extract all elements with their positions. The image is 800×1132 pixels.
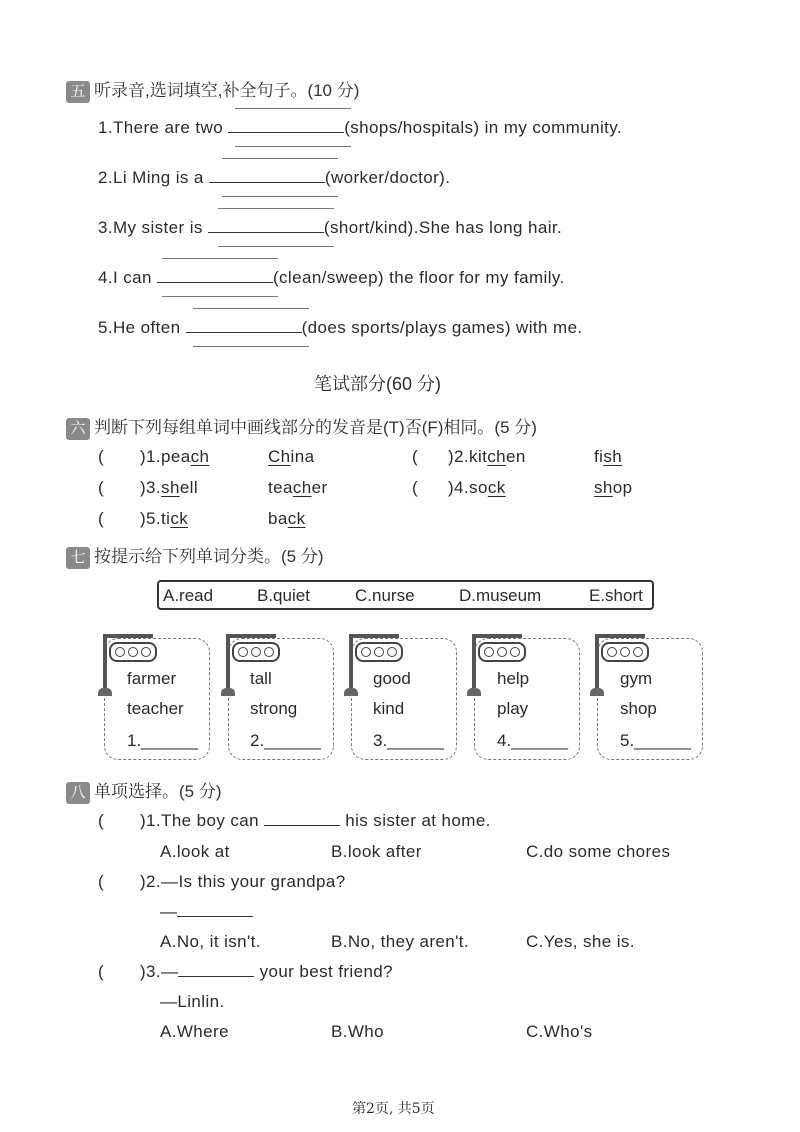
- word-option: E.short: [589, 586, 643, 605]
- fill-blank-4[interactable]: [157, 268, 273, 283]
- item-number: )1.: [140, 447, 162, 466]
- card-answer-blank[interactable]: 5.______: [620, 731, 691, 750]
- fill-item-5-text: 5.He often: [98, 318, 181, 337]
- card-word: good: [373, 669, 411, 688]
- phonics-word: [594, 447, 622, 467]
- question-blank[interactable]: [264, 811, 340, 826]
- guide-line: [222, 196, 338, 197]
- underlined-letters: ck: [287, 509, 306, 528]
- question-text: your best friend?: [259, 962, 394, 981]
- section-5-heading: [66, 76, 359, 103]
- guide-line: [162, 296, 278, 297]
- guide-line: [218, 208, 334, 209]
- mc-option-b: B.No, they aren't.: [331, 932, 470, 951]
- word-part: kit: [469, 447, 488, 466]
- mc-option-c: C.do some chores: [526, 842, 671, 861]
- question-text: his sister at home.: [345, 811, 491, 830]
- card-word: teacher: [127, 699, 184, 718]
- word-part: ell: [179, 478, 199, 497]
- word-option: C.nurse: [355, 586, 415, 605]
- underlined-letters: ck: [487, 478, 506, 497]
- answer-paren[interactable]: (: [98, 811, 104, 830]
- word-part: tea: [268, 478, 293, 497]
- word-options-box: [157, 580, 654, 610]
- card-word: gym: [620, 669, 653, 688]
- card-word: kind: [373, 699, 405, 718]
- fill-item-3: [98, 218, 562, 238]
- card-answer-blank[interactable]: 3.______: [373, 731, 444, 750]
- mc-option-b: B.Who: [331, 1022, 385, 1041]
- phonics-word: [268, 447, 314, 467]
- guide-line: [193, 308, 309, 309]
- guide-line: [218, 246, 334, 247]
- answer-paren[interactable]: (: [98, 872, 104, 891]
- phonics-item-2: [448, 447, 526, 467]
- answer-paren[interactable]: (: [98, 478, 104, 497]
- item-number: )2.: [448, 447, 470, 466]
- fill-blank-2[interactable]: [209, 168, 325, 183]
- underlined-letters: sh: [161, 478, 180, 497]
- section-5-title: 听录音,选词填空,补全句子。(10 分): [94, 81, 360, 100]
- mc-option-c: C.Yes, she is.: [526, 932, 635, 951]
- mc-option-c: C.Who's: [526, 1022, 593, 1041]
- fill-item-2-text: 2.Li Ming is a: [98, 168, 204, 187]
- guide-line: [162, 258, 278, 259]
- question-text: —: [160, 902, 178, 921]
- fill-item-5: [98, 318, 583, 338]
- guide-line: [193, 346, 309, 347]
- section-7-heading: [66, 542, 324, 569]
- question-text: )1.The boy can: [140, 811, 259, 830]
- word-part: so: [469, 478, 488, 497]
- page-number: 第2页, 共5页: [352, 1101, 435, 1117]
- fill-item-2-hint: (worker/doctor).: [324, 168, 451, 187]
- section-6-number: 六: [66, 418, 90, 440]
- question-blank[interactable]: [177, 902, 253, 917]
- mc-option-b: B.look after: [331, 842, 422, 861]
- phonics-item-1: [140, 447, 209, 467]
- underlined-letters: Ch: [268, 447, 291, 466]
- mc-question-3-reply: —Linlin.: [160, 992, 225, 1011]
- word-part: er: [311, 478, 328, 497]
- fill-item-2: [98, 168, 450, 188]
- word-part: ti: [161, 509, 171, 528]
- answer-paren[interactable]: (: [412, 478, 418, 497]
- underlined-letters: ck: [170, 509, 189, 528]
- word-part: ina: [290, 447, 315, 466]
- section-8-heading: [66, 777, 222, 804]
- phonics-word: [268, 509, 306, 529]
- mc-option-a: A.No, it isn't.: [160, 932, 261, 951]
- mc-question-2-reply: [160, 902, 253, 922]
- mc-question-2: )2.—Is this your grandpa?: [140, 872, 346, 891]
- word-option: B.quiet: [257, 586, 310, 605]
- phonics-word: [594, 478, 632, 498]
- card-word: tall: [250, 669, 272, 688]
- word-part: en: [506, 447, 526, 466]
- item-number: )4.: [448, 478, 470, 497]
- card-word: farmer: [127, 669, 177, 688]
- phonics-word: [268, 478, 328, 498]
- fill-item-3-hint: (short/kind).She has long hair.: [323, 218, 563, 237]
- card-answer-blank[interactable]: 2.______: [250, 731, 321, 750]
- fill-item-4-hint: (clean/sweep) the floor for my family.: [272, 268, 565, 287]
- word-option: D.museum: [459, 586, 542, 605]
- mc-question-1: [140, 811, 491, 831]
- word-part: pea: [161, 447, 191, 466]
- phonics-item-4: [448, 478, 506, 498]
- card-word: strong: [250, 699, 298, 718]
- fill-item-1-hint: (shops/hospitals) in my community.: [344, 118, 623, 137]
- answer-paren[interactable]: (: [98, 509, 104, 528]
- guide-line: [235, 146, 351, 147]
- section-7-title: 按提示给下列单词分类。(5 分): [94, 547, 324, 566]
- answer-paren[interactable]: (: [98, 962, 104, 981]
- mc-question-3: [140, 962, 393, 982]
- mc-option-a: A.Where: [160, 1022, 229, 1041]
- card-word: help: [497, 669, 530, 688]
- card-answer-blank[interactable]: 1.______: [127, 731, 198, 750]
- answer-paren[interactable]: (: [98, 447, 104, 466]
- guide-line: [235, 108, 351, 109]
- section-5-number: 五: [66, 81, 90, 103]
- fill-blank-3[interactable]: [208, 218, 324, 233]
- card-answer-blank[interactable]: 4.______: [497, 731, 568, 750]
- phonics-item-3: [140, 478, 198, 498]
- fill-item-3-text: 3.My sister is: [98, 218, 203, 237]
- fill-item-1-text: 1.There are two: [98, 118, 224, 137]
- fill-blank-5[interactable]: [186, 318, 302, 333]
- word-part: ba: [268, 509, 288, 528]
- guide-line: [222, 158, 338, 159]
- word-part: op: [612, 478, 633, 497]
- fill-item-1: [98, 118, 622, 138]
- underlined-letters: ch: [190, 447, 210, 466]
- underlined-letters: sh: [603, 447, 623, 466]
- section-8-title: 单项选择。(5 分): [94, 782, 222, 801]
- item-number: )5.: [140, 509, 162, 528]
- underlined-letters: sh: [594, 478, 613, 497]
- section-6-title: 判断下列每组单词中画线部分的发音是(T)否(F)相同。(5 分): [94, 418, 537, 437]
- mc-option-a: A.look at: [160, 842, 230, 861]
- underlined-letters: ch: [292, 478, 312, 497]
- item-number: )3.: [140, 478, 162, 497]
- section-7-number: 七: [66, 547, 90, 569]
- answer-paren[interactable]: (: [412, 447, 418, 466]
- fill-blank-1[interactable]: [228, 118, 344, 133]
- section-6-heading: [66, 413, 537, 440]
- card-word: shop: [620, 699, 657, 718]
- underlined-letters: ch: [487, 447, 507, 466]
- fill-item-5-hint: (does sports/plays games) with me.: [301, 318, 583, 337]
- word-option: A.read: [163, 586, 214, 605]
- question-text: )3.—: [140, 962, 179, 981]
- fill-item-4: [98, 268, 565, 288]
- fill-item-4-text: 4.I can: [98, 268, 152, 287]
- word-part: fi: [594, 447, 604, 466]
- section-8-number: 八: [66, 782, 90, 804]
- question-blank[interactable]: [178, 962, 254, 977]
- phonics-item-5: [140, 509, 188, 529]
- written-part-title: 笔试部分(60 分): [314, 374, 442, 394]
- card-word: play: [497, 699, 529, 718]
